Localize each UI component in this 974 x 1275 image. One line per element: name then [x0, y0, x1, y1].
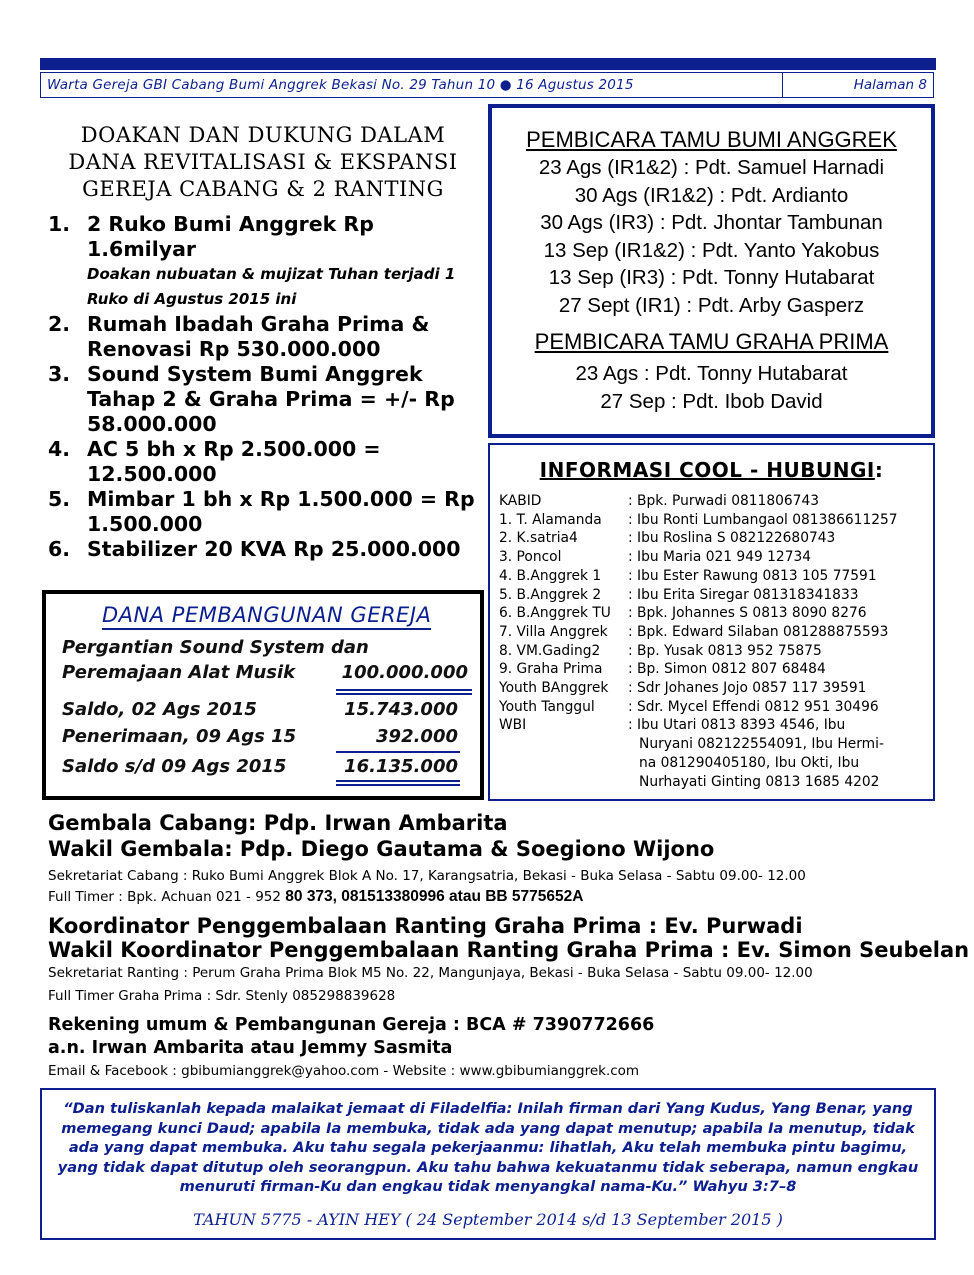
bank-account-line: Rekening umum & Pembangunan Gereja : BCA # 7390772666 — [48, 1015, 655, 1035]
fund-saldo-label: Saldo, 02 Ags 2015 — [62, 699, 257, 720]
item-text: 2 Ruko Bumi Anggrek Rp 1.6milyar — [87, 212, 374, 261]
bumi-speakers-title: PEMBICARA TAMU BUMI ANGGREK — [526, 127, 897, 152]
contacts-title — [490, 458, 933, 482]
email-website-line: Email & Facebook : gbibumianggrek@yahoo.com - Website : www.gbibumianggrek.com — [48, 1063, 640, 1079]
table-row — [499, 511, 923, 530]
contact-group: Youth BAnggrek — [499, 680, 609, 697]
contact-value: : Bpk. Johannes S 0813 8090 8276 — [628, 605, 867, 622]
contact-group: 3. Poncol — [499, 549, 562, 566]
speaker-line: 13 Sep (IR1&2) : Pdt. Yanto Yakobus — [543, 238, 880, 262]
list-item — [48, 212, 488, 312]
account-holder-line: a.n. Irwan Ambarita atau Jemmy Sasmita — [48, 1038, 453, 1058]
contact-group: 5. B.Anggrek 2 — [499, 586, 602, 603]
double-rule — [336, 780, 460, 786]
contact-value: : Sdr. Mycel Effendi 0812 951 30496 — [628, 698, 879, 715]
verse-line: “Dan tuliskanlah kepada malaikat jemaat di Filadelfia: Inilah firman dari Yang Kudus, Yang Benar, yang — [63, 1100, 913, 1117]
table-row — [499, 698, 923, 717]
appeal-title-line: DOAKAN DAN DUKUNG DALAM — [80, 123, 446, 147]
fund-penerimaan-value: 392.000 — [376, 726, 458, 747]
fulltimer-phone: 80 373, 081513380996 atau BB 5775652A — [285, 888, 584, 905]
list-item — [48, 537, 488, 562]
contact-value: : Ibu Ester Rawung 0813 105 77591 — [628, 567, 877, 584]
verse-line: memegang kunci Daud; apabila Ia membuka, tidak ada yang dapat menutup; apabila Ia menutup, tidak — [61, 1119, 915, 1137]
speaker-line: 27 Sep : Pdt. Ibob David — [600, 389, 823, 413]
item-note: Doakan nubuatan & mujizat Tuhan terjadi 1 Ruko di Agustus 2015 ini — [87, 265, 456, 308]
secretariat-line: Sekretariat Cabang : Ruko Bumi Anggrek Blok A No. 17, Karangsatria, Bekasi - Buka Selasa - Sabtu 09.00- 12.00 — [48, 868, 806, 884]
contact-value: : Ibu Erita Siregar 081318341833 — [628, 586, 859, 603]
list-item — [48, 312, 488, 362]
fulltimer-line — [48, 888, 583, 906]
table-row — [499, 567, 923, 586]
header-top-rule — [40, 58, 936, 70]
speaker-line: 27 Sept (IR1) : Pdt. Arby Gasperz — [558, 293, 865, 317]
contact-value-line: Nurhayati Ginting 0813 1685 4202 — [639, 773, 880, 790]
vice-coordinator-line: Wakil Koordinator Penggembalaan Ranting Graha Prima : Ev. Simon Seubelan — [48, 938, 970, 962]
contact-value: : Ibu Ronti Lumbangaol 081386611257 — [628, 511, 898, 528]
fund-penerimaan-label: Penerimaan, 09 Ags 15 — [62, 726, 297, 747]
contact-value-line: : Ibu Utari 0813 8393 4546, Ibu — [628, 717, 846, 734]
single-rule — [336, 751, 460, 753]
table-row — [499, 586, 923, 605]
speaker-line: 30 Ags (IR1&2) : Pdt. Ardianto — [574, 183, 849, 207]
contacts-table — [499, 492, 923, 791]
speaker-line: 23 Ags : Pdt. Tonny Hutabarat — [575, 362, 848, 385]
table-row — [499, 548, 923, 567]
fund-line: Pergantian Sound System dan — [62, 637, 369, 658]
list-item — [48, 487, 488, 537]
list-item — [48, 362, 488, 437]
item-text: Stabilizer 20 KVA Rp 25.000.000 — [87, 537, 461, 561]
contacts-title-colon: : — [874, 458, 884, 482]
bulletin-title: Warta Gereja GBI Cabang Bumi Anggrek Bekasi No. 29 Tahun 10 ● 16 Agustus 2015 — [41, 73, 783, 97]
vice-pastor-line: Wakil Gembala: Pdp. Diego Gautama & Soegiono Wijono — [48, 837, 715, 861]
table-row — [499, 492, 923, 511]
verse-line: menuruti firman-Ku dan engkau tidak menyangkal nama-Ku.” Wahyu 3:7–8 — [179, 1178, 797, 1195]
double-rule — [336, 689, 472, 695]
fund-total-value: 16.135.000 — [344, 756, 458, 777]
contact-value: : Ibu Maria 021 949 12734 — [628, 549, 812, 566]
table-row — [499, 679, 923, 698]
fund-line: Peremajaan Alat Musik — [62, 662, 296, 683]
contact-group: 7. Villa Anggrek — [499, 623, 608, 640]
speaker-line: 23 Ags (IR1&2) : Pdt. Samuel Harnadi — [538, 156, 885, 179]
guest-speakers-box — [488, 104, 935, 438]
contact-group: KABID — [499, 493, 542, 509]
contact-group: 6. B.Anggrek TU — [499, 605, 611, 622]
verse-line: ada yang dapat membuka. Aku tahu segala pekerjaanmu: lihatlah, Aku telah membuka pintu bagimu, — [68, 1139, 908, 1156]
item-text: Rumah Ibadah Graha Prima & Renovasi Rp 530.000.000 — [87, 312, 430, 361]
contact-value-line: na 081290405180, Ibu Okti, Ibu — [639, 754, 860, 771]
verse-box — [40, 1088, 936, 1240]
contact-group: Youth Tanggul — [499, 698, 595, 715]
appeal-title — [48, 122, 478, 203]
contact-group: WBI — [499, 717, 527, 734]
item-number: 4. — [48, 437, 71, 461]
item-number: 3. — [48, 362, 71, 386]
contact-value: : Ibu Roslina S 082122680743 — [628, 530, 836, 547]
fund-total-label: Saldo s/d 09 Ags 2015 — [62, 756, 287, 777]
item-number: 1. — [48, 212, 71, 236]
fund-title: DANA PEMBANGUNAN GEREJA — [102, 602, 431, 630]
contact-value-line: Nuryani 082122554091, Ibu Hermi- — [639, 736, 884, 753]
table-row — [499, 623, 923, 642]
fund-value: 100.000.000 — [341, 662, 468, 683]
fulltimer-text: Full Timer : Bpk. Achuan 021 - 952 — [48, 889, 286, 905]
coordinator-line: Koordinator Penggembalaan Ranting Graha Prima : Ev. Purwadi — [48, 914, 803, 938]
contact-value: : Sdr Johanes Jojo 0857 117 39591 — [628, 680, 867, 697]
graha-speakers-title: PEMBICARA TAMU GRAHA PRIMA — [534, 329, 889, 354]
appeal-title-line: DANA REVITALISASI & EKSPANSI — [68, 150, 458, 174]
contact-group: 2. K.satria4 — [499, 530, 578, 547]
project-list — [48, 212, 488, 562]
item-number: 6. — [48, 537, 71, 561]
speaker-line: 30 Ags (IR3) : Pdt. Jhontar Tambunan — [540, 211, 883, 234]
contact-value: : Bp. Simon 0812 807 68484 — [628, 661, 826, 678]
table-row — [499, 716, 923, 791]
table-row — [499, 660, 923, 679]
appeal-title-line: GEREJA CABANG & 2 RANTING — [82, 177, 444, 201]
verse-line: yang tidak dapat ditutup oleh seorangpun. Aku tahu bahwa kekuatanmu tidak seberapa, namun engkau — [57, 1158, 919, 1176]
item-text: Sound System Bumi Anggrek Tahap 2 & Graha Prima = +/- Rp 58.000.000 — [87, 362, 455, 436]
contact-group: 9. Graha Prima — [499, 661, 603, 678]
speaker-line: 13 Sep (IR3) : Pdt. Tonny Hutabarat — [548, 266, 875, 289]
contact-value: : Bpk. Edward Silaban 081288875593 — [628, 623, 889, 640]
fund-box — [42, 590, 484, 800]
branch-secretariat-line: Sekretariat Ranting : Perum Graha Prima Blok M5 No. 22, Mangunjaya, Bekasi - Buka Selasa - Sabtu 09.00- 12.00 — [48, 965, 813, 981]
contact-group: 4. B.Anggrek 1 — [499, 567, 602, 584]
list-item — [48, 437, 488, 487]
contact-value: : Bpk. Purwadi 0811806743 — [628, 493, 820, 509]
table-row — [499, 529, 923, 548]
table-row — [499, 604, 923, 623]
item-text: Mimbar 1 bh x Rp 1.500.000 = Rp 1.500.000 — [87, 487, 475, 536]
table-row — [499, 642, 923, 661]
contact-value: : Bp. Yusak 0813 952 75875 — [628, 642, 822, 659]
page-number: Halaman 8 — [853, 77, 927, 93]
year-theme: TAHUN 5775 - AYIN HEY ( 24 September 2014 s/d 13 September 2015 ) — [193, 1210, 783, 1229]
item-text: AC 5 bh x Rp 2.500.000 = 12.500.000 — [87, 437, 381, 486]
contact-group: 1. T. Alamanda — [499, 511, 602, 528]
fund-saldo-value: 15.743.000 — [344, 699, 458, 720]
contact-value — [628, 716, 923, 791]
pastor-line: Gembala Cabang: Pdp. Irwan Ambarita — [48, 811, 508, 835]
item-number: 2. — [48, 312, 71, 336]
page-header — [40, 72, 934, 98]
verse-text — [52, 1099, 924, 1197]
contact-group: 8. VM.Gading2 — [499, 642, 601, 659]
contacts-title-text: INFORMASI COOL - HUBUNGI — [539, 458, 875, 482]
graha-fulltimer-line: Full Timer Graha Prima : Sdr. Stenly 085298839628 — [48, 988, 396, 1004]
cool-contacts-box — [488, 443, 935, 801]
item-number: 5. — [48, 487, 71, 511]
